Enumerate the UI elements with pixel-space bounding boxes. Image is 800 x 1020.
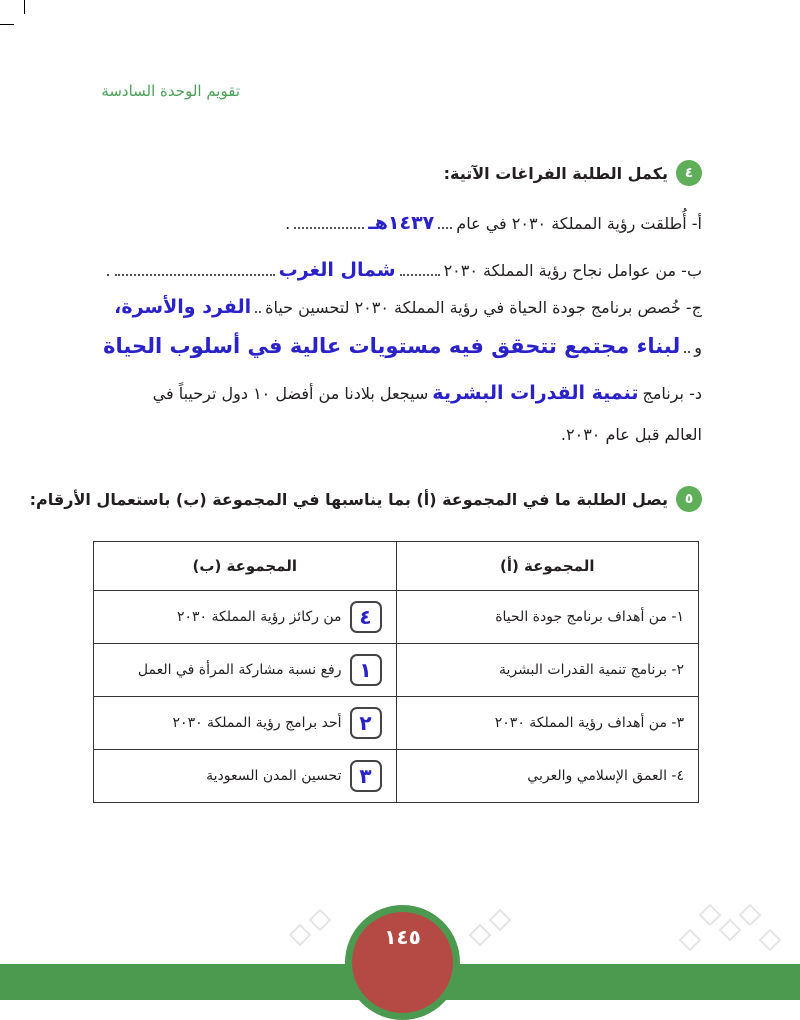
answer-number-box[interactable]: ٢ [350, 707, 382, 739]
item-text: و [694, 338, 702, 357]
crop-mark [24, 0, 25, 14]
column-header-a: المجموعة (أ) [396, 542, 699, 591]
table-row [94, 697, 699, 750]
question-number-badge: ٤ [676, 160, 702, 186]
blank-dots [294, 226, 364, 229]
q4-item-c [114, 296, 702, 318]
group-b-text: أحد برامج رؤية المملكة ٢٠٣٠ [172, 715, 342, 731]
table-header-row [94, 542, 699, 591]
q4-item-d [153, 382, 702, 404]
item-text: سيجعل بلادنا من أفضل ١٠ دول ترحيباً في [152, 384, 429, 403]
page-header-title: تقويم الوحدة السادسة [101, 82, 240, 100]
item-text: ب- من عوامل نجاح رؤية المملكة ٢٠٣٠ [443, 261, 702, 280]
group-a-cell: ٤- العمق الإسلامي والعربي [396, 750, 699, 803]
item-text: د- برنامج [642, 384, 702, 403]
q4-item-d-line2 [561, 425, 702, 444]
blank-dots [115, 273, 275, 276]
blank-dots [438, 226, 452, 229]
handwritten-answer: لبناء مجتمع تتحقق فيه مستويات عالية في أسلوب الحياة [103, 334, 681, 358]
question-4-heading [444, 160, 702, 186]
q4-item-b [106, 259, 702, 281]
page-number: ١٤٥ [384, 925, 421, 949]
q4-item-c-line2 [103, 334, 702, 358]
q4-item-a [285, 212, 702, 234]
question-number-badge: ٥ [676, 486, 702, 512]
item-text: العالم قبل عام ٢٠٣٠. [560, 425, 702, 444]
answer-number-box[interactable]: ١ [350, 654, 382, 686]
column-header-b: المجموعة (ب) [94, 542, 397, 591]
table-row [94, 750, 699, 803]
blank-dots [255, 310, 261, 313]
item-suffix: . [285, 214, 291, 233]
blank-dots [400, 273, 440, 276]
group-b-cell [94, 697, 397, 750]
question-5-heading [30, 486, 702, 512]
group-b-cell [94, 750, 397, 803]
answer-number-box[interactable]: ٤ [350, 601, 382, 633]
group-b-cell [94, 644, 397, 697]
handwritten-answer: تنمية القدرات البشرية [432, 382, 639, 404]
group-b-text: تحسين المدن السعودية [206, 768, 342, 784]
handwritten-answer: الفرد والأسرة، [114, 296, 252, 318]
item-suffix: . [105, 261, 111, 280]
blank-dots [684, 350, 690, 353]
matching-table [93, 541, 699, 803]
item-text: ج- خُصص برنامج جودة الحياة في رؤية المملكة ٢٠٣٠ لتحسين حياة [265, 298, 702, 317]
group-a-cell: ١- من أهداف برنامج جودة الحياة [396, 591, 699, 644]
handwritten-answer: ١٤٣٧هـ [368, 212, 435, 234]
table-row [94, 591, 699, 644]
group-a-cell: ٣- من أهداف رؤية المملكة ٢٠٣٠ [396, 697, 699, 750]
table-row [94, 644, 699, 697]
group-b-text: رفع نسبة مشاركة المرأة في العمل [137, 662, 342, 678]
group-b-cell [94, 591, 397, 644]
item-text: أ- أُطلقت رؤية المملكة ٢٠٣٠ في عام [456, 214, 702, 233]
crop-mark [0, 24, 14, 25]
handwritten-answer: شمال الغرب [278, 259, 396, 281]
answer-number-box[interactable]: ٣ [350, 760, 382, 792]
question-title: يصل الطلبة ما في المجموعة (أ) بما يناسبها في المجموعة (ب) باستعمال الأرقام: [29, 489, 668, 509]
group-b-text: من ركائز رؤية المملكة ٢٠٣٠ [177, 609, 342, 625]
question-title: يكمل الطلبة الفراغات الآتية: [443, 163, 668, 183]
group-a-cell: ٢- برنامج تنمية القدرات البشرية [396, 644, 699, 697]
